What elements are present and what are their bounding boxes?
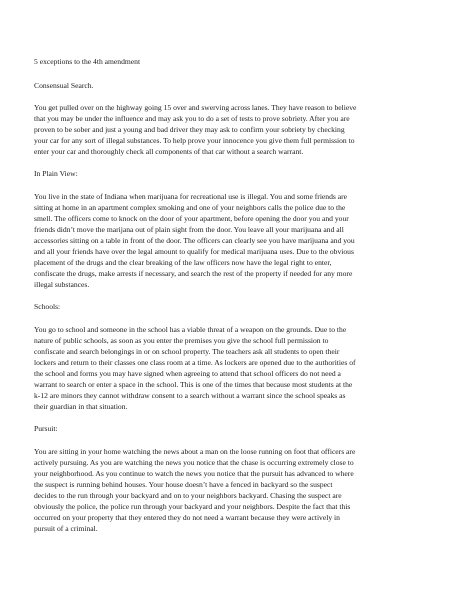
section-paragraph-pursuit [34,446,444,534]
paragraph-line: sitting at home in an apartment complex smoking and one of your neighbors calls the police due to the [34,203,346,212]
section-heading-pursuit: Pursuit: [34,424,58,433]
section-paragraph-consensual-search [34,102,444,157]
paragraph-line: placement of the drugs and the clear breaking of the law officers now have the legal right to enter, [34,258,332,267]
paragraph-line: confiscate and search belongings in or on school property. The teachers ask all students to open their [34,347,340,356]
paragraph-line: proven to be sober and just a young and bad driver they may ask to confirm your sobriety by checking [34,125,345,134]
section-paragraph-schools [34,324,444,412]
paragraph-line: nature of public schools, as soon as you enter the premises you give the school full permission to [34,336,329,345]
paragraph-line: pursuit of a criminal. [34,524,98,533]
paragraph-line: You get pulled over on the highway going 15 over and swerving across lanes. They have reason to believe [34,103,357,112]
document-title: 5 exceptions to the 4th amendment [34,57,141,66]
paragraph-line: k-12 are minors they cannot withdraw consent to a search without a warrant since the school speaks as [34,391,346,400]
section-heading-plain-view: In Plain View: [34,169,78,178]
paragraph-line: the suspect is running behind houses. Your house doesn’t have a fenced in backyard so the suspect [34,480,333,489]
paragraph-line: their guardian in that situation. [34,402,128,411]
paragraph-line: that you may be under the influence and may ask you to do a set of tests to prove sobriety. After you are [34,114,350,123]
paragraph-line: and all your friends have over the legal amount to qualify for medical marijuana uses. Due to the obvious [34,247,354,256]
paragraph-line: obviously the police, the police run through your backyard and your neighbors. Despite the fact that this [34,502,351,511]
paragraph-line: decides to the run through your backyard and on to your neighbors backyard. Chasing the suspect are [34,491,342,500]
paragraph-line: illegal substances. [34,280,90,289]
paragraph-line: lockers and return to their classes one class room at a time. As lockers are opened due to the authorities of [34,358,356,367]
paragraph-line: You live in the state of Indiana when marijuana for recreational use is illegal. You and some friends are [34,192,348,201]
paragraph-line: enter your car and thoroughly check all components of that car without a search warrant. [34,147,304,156]
paragraph-line: warrant to search or enter a space in the school. This is one of the times that because most students at the [34,380,353,389]
paragraph-line: friends didn’t move the marijana out of plain sight from the door. You leave all your marijuana and all [34,225,344,234]
paragraph-line: accessories sitting on a table in front of the door. The officers can clearly see you have marijuana and you [34,236,355,245]
paragraph-line: actively pursuing. As you are watching the news you notice that the chase is occurring extremely close to [34,458,354,467]
paragraph-line: your neighborhood. As you continue to watch the news you notice that the pursuit has advanced to where [34,469,354,478]
paragraph-line: occurred on your property that they entered they do not need a warrant because they were actively in [34,513,340,522]
paragraph-line: your car for any sort of illegal substances. To help prove your innocence you give them full permission to [34,136,355,145]
section-paragraph-plain-view [34,191,444,290]
section-heading-consensual-search: Consensual Search. [34,81,94,90]
paragraph-line: confiscate the drugs, make arrests if necessary, and search the rest of the property if needed for any more [34,269,353,278]
paragraph-line: smell. The officers come to knock on the door of your apartment, before opening the door you and your [34,214,349,223]
section-heading-schools: Schools: [34,302,61,311]
paragraph-line: You are sitting in your home watching the news about a man on the loose running on foot that officers are [34,447,356,456]
paragraph-line: the school and forms you may have signed when agreeing to attend that school officers do not need a [34,369,341,378]
paragraph-line: You go to school and someone in the school has a viable threat of a weapon on the grounds. Due to the [34,325,347,334]
